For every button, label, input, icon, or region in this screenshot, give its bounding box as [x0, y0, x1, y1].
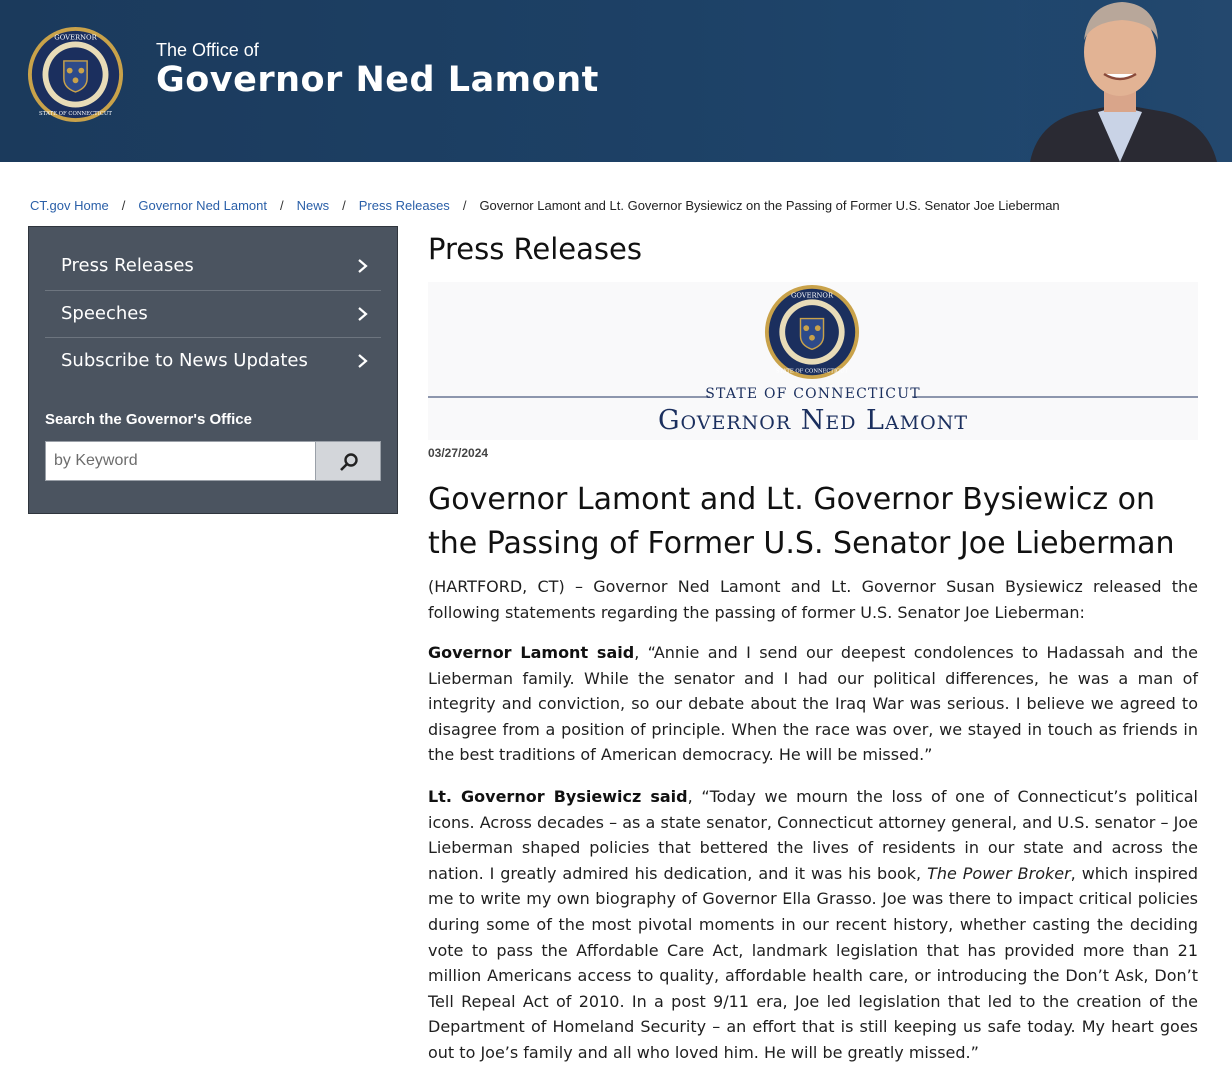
search-label: Search the Governor's Office — [45, 411, 252, 428]
breadcrumb — [30, 198, 1060, 213]
article-quote-lamont — [428, 640, 1198, 768]
svg-text:GOVERNOR: GOVERNOR — [790, 291, 834, 300]
article-headline: Governor Lamont and Lt. Governor Bysiewicz on the Passing of Former U.S. Senator Joe Lieberman — [428, 482, 1175, 561]
breadcrumb-separator: / — [121, 198, 126, 213]
quote-speaker: Lt. Governor Bysiewicz said — [428, 787, 688, 806]
svg-text:GOVERNOR: GOVERNOR — [54, 33, 97, 42]
breadcrumb-separator: / — [462, 198, 467, 213]
article-quote-bysiewicz — [428, 784, 1198, 1066]
search-icon — [339, 452, 359, 472]
chevron-right-icon — [355, 258, 369, 274]
chevron-right-icon — [355, 353, 369, 369]
banner-governor-text: Governor Ned Lamont — [657, 405, 969, 436]
chevron-right-icon — [355, 306, 369, 322]
breadcrumb-current: Governor Lamont and Lt. Governor Bysiewicz on the Passing of Former U.S. Senator Joe Lieberman — [479, 198, 1060, 213]
search-input[interactable] — [45, 441, 316, 481]
sidebar-item-press-releases[interactable] — [45, 242, 381, 289]
breadcrumb-separator: / — [342, 198, 346, 213]
sidebar-item-label: Press Releases — [61, 255, 194, 276]
site-title[interactable]: Governor Ned Lamont — [156, 60, 599, 100]
sidebar-item-subscribe[interactable] — [45, 337, 381, 384]
quote-speaker: Governor Lamont said — [428, 643, 635, 662]
breadcrumb-separator: / — [280, 198, 284, 213]
site-header — [0, 0, 1232, 162]
office-prefix: The Office of — [156, 40, 259, 60]
breadcrumb-link-ct-home[interactable]: CT.gov Home — [30, 198, 109, 213]
quote-text: , “Today we mourn the loss of one of Connecticut’s political icons. Across decades – as a state senator, Connecticut attorney general, and U.S. senator – Joe Lieberman shaped policies that bettered the lives of residents in our state and across the nation. I greatly admired his dedication, and it was his book, — [428, 787, 1198, 883]
governor-seal-logo[interactable] — [27, 26, 124, 123]
book-title: The Power Broker — [927, 863, 1071, 883]
quote-text: , which inspired me to write my own biography of Governor Ella Grasso. Joe was there to impact critical policies during some of the most pivotal moments in our recent history, whether casting the deciding vote to pass the Affordable Care Act, landmark legislation that has provided more than 21 million Americans access to quality, affordable health care, or introducing the Don’t Ask, Don’t Tell Repeal Act of 2010. In a post 9/11 era, Joe led legislation that led to the creation of the Department of Homeland Security – an effort that is still keeping us safe today. My heart goes out to Joe’s family and all who loved him. He will be greatly missed.” — [428, 863, 1198, 1062]
svg-text:STATE OF CONNECTICUT: STATE OF CONNECTICUT — [39, 111, 112, 118]
release-date: 03/27/2024 — [428, 446, 489, 460]
page-title: Press Releases — [428, 232, 642, 266]
search-button[interactable] — [315, 441, 381, 481]
sidebar-item-label: Subscribe to News Updates — [61, 350, 308, 371]
breadcrumb-link-news[interactable]: News — [296, 198, 330, 213]
sidebar — [28, 226, 398, 514]
quote-text: , “Annie and I send our deepest condolences to Hadassah and the Lieberman family. While the senator and I had our political differences, he was a man of integrity and conviction, so our debate about the Iraq War was serious. I believe we agreed to disagree from a position of principle. When the race was over, we stayed in touch as friends in the best traditions of American democracy. He will be missed.” — [428, 643, 1198, 765]
breadcrumb-link-press-releases[interactable]: Press Releases — [358, 198, 450, 213]
breadcrumb-link-governor[interactable]: Governor Ned Lamont — [138, 198, 267, 213]
sidebar-item-speeches[interactable] — [45, 290, 381, 337]
article-intro: (HARTFORD, CT) – Governor Ned Lamont and Lt. Governor Susan Bysiewicz released the following statements regarding the passing of former U.S. Senator Joe Lieberman: — [428, 577, 1198, 622]
banner-state-text: STATE OF CONNECTICUT — [705, 386, 921, 402]
governor-seal-logo — [764, 284, 860, 380]
governor-portrait-image — [1020, 0, 1232, 162]
sidebar-item-label: Speeches — [61, 303, 148, 324]
svg-text:STATE OF CONNECTICUT: STATE OF CONNECTICUT — [775, 368, 849, 375]
press-release-banner — [428, 282, 1198, 440]
